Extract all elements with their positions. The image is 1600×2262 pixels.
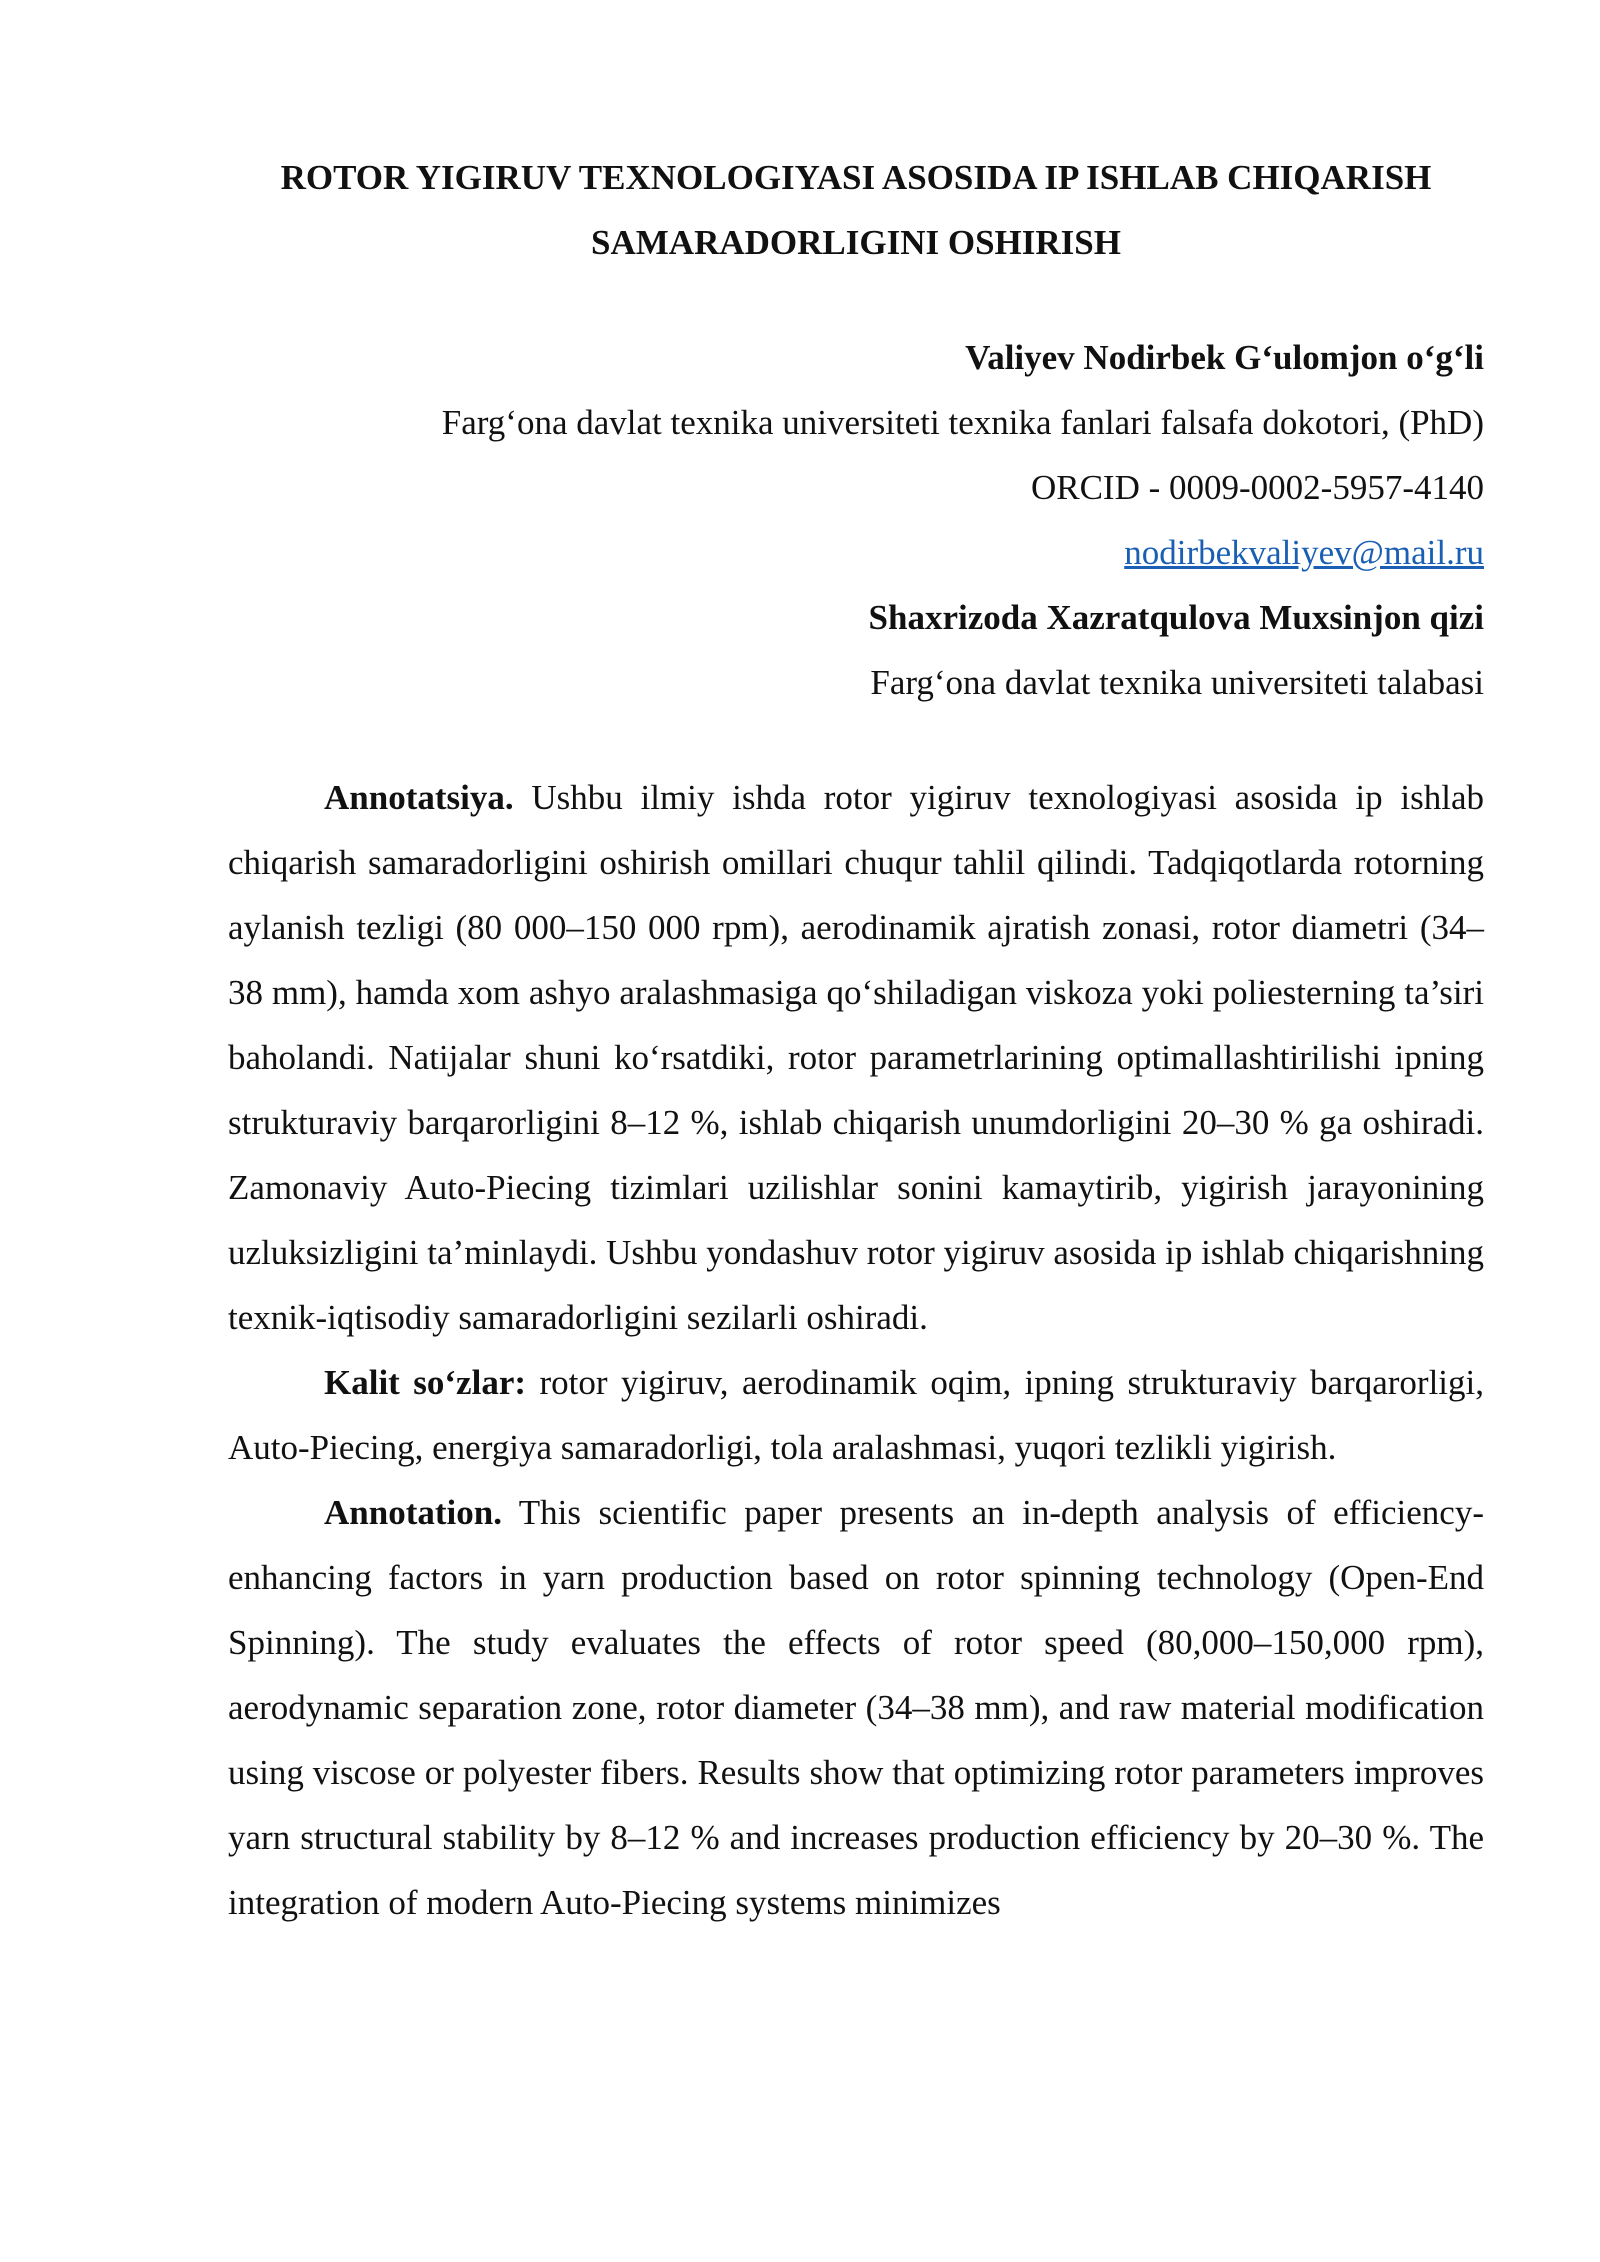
annotation-label: Annotation. bbox=[324, 1493, 502, 1532]
annotation-text: This scientific paper presents an in-depth analysis of efficiency-enhancing factors in yarn production based on rotor spinning technology (Open-End Spinning). The study evaluates the effects of rotor speed (80,000–150,000 rpm), aerodynamic separation zone, rotor diameter (34–38 mm), and raw material modification using viscose or polyester fibers. Results show that optimizing rotor parameters improves yarn structural stability by 8–12 % and increases production efficiency by 20–30 %. The integration of modern Auto-Piecing systems minimizes bbox=[228, 1493, 1484, 1922]
annotatsiya-text: Ushbu ilmiy ishda rotor yigiruv texnologiyasi asosida ip ishlab chiqarish samaradorligini oshirish omillari chuqur tahlil qilindi. Tadqiqotlarda rotorning aylanish tezligi (80 000–150 000 rpm), aerodinamik ajratish zonasi, rotor diametri (34–38 mm), hamda xom ashyo aralashmasiga qo‘shiladigan viskoza yoki poliesterning ta’siri baholandi. Natijalar shuni ko‘rsatdiki, rotor parametrlarining optimallashtirilishi ipning strukturaviy barqarorligini 8–12 %, ishlab chiqarish unumdorligini 20–30 % ga oshiradi. Zamonaviy Auto-Piecing tizimlari uzilishlar sonini kamaytirib, yigirish jarayonining uzluksizligini ta’minlaydi. Ushbu yondashuv rotor yigiruv asosida ip ishlab chiqarishning texnik-iqtisodiy samaradorligini sezilarli oshiradi. bbox=[228, 778, 1484, 1337]
author-2-name: Shaxrizoda Xazratqulova Muxsinjon qizi bbox=[868, 598, 1484, 637]
title-line-1: ROTOR YIGIRUV TEXNOLOGIYASI ASOSIDA IP ISHLAB CHIQARISH bbox=[280, 158, 1432, 197]
abstract-section bbox=[228, 765, 1484, 1935]
author-1-email-link[interactable]: nodirbekvaliyev@mail.ru bbox=[1124, 533, 1484, 572]
kalit-sozlar-paragraph bbox=[228, 1350, 1484, 1480]
annotation-paragraph bbox=[228, 1480, 1484, 1935]
annotatsiya-label: Annotatsiya. bbox=[324, 778, 514, 817]
author-block bbox=[228, 325, 1484, 715]
kalit-sozlar-label: Kalit so‘zlar: bbox=[324, 1363, 527, 1402]
author-1-affiliation: Farg‘ona davlat texnika universiteti texnika fanlari falsafa dokotori, (PhD) bbox=[441, 403, 1484, 442]
annotatsiya-paragraph bbox=[228, 765, 1484, 1350]
paper-title bbox=[228, 145, 1484, 275]
paper-page bbox=[228, 145, 1484, 1935]
title-line-2: SAMARADORLIGINI OSHIRISH bbox=[591, 223, 1121, 262]
kalit-sozlar-text: rotor yigiruv, aerodinamik oqim, ipning strukturaviy barqarorligi, Auto-Piecing, energiya samaradorligi, tola aralashmasi, yuqori tezlikli yigirish. bbox=[228, 1363, 1484, 1467]
author-1-orcid: ORCID - 0009-0002-5957-4140 bbox=[1030, 468, 1484, 507]
author-1-name: Valiyev Nodirbek G‘ulomjon o‘g‘li bbox=[965, 338, 1484, 377]
author-2-affiliation: Farg‘ona davlat texnika universiteti talabasi bbox=[870, 663, 1484, 702]
